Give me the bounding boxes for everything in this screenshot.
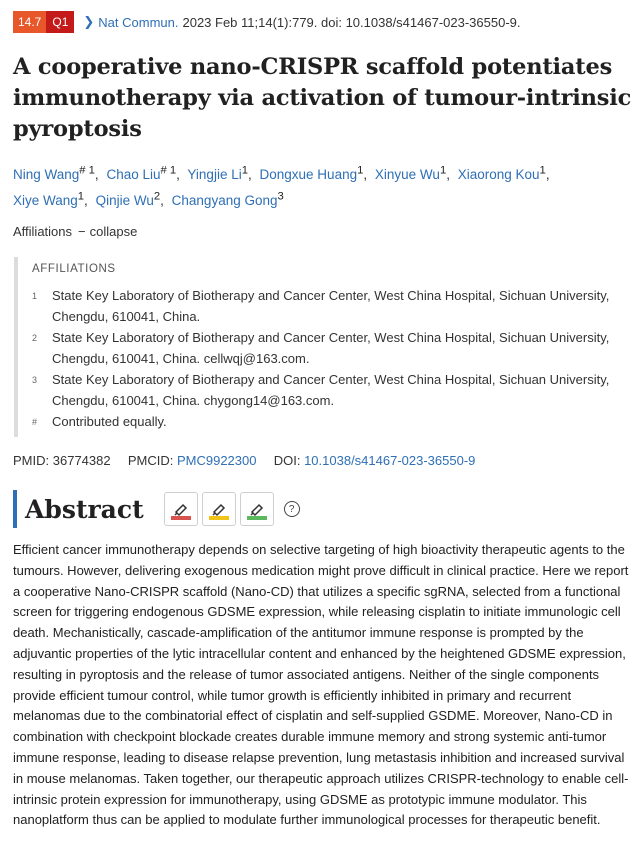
highlight-yellow-button[interactable] bbox=[202, 492, 236, 526]
affiliations-panel bbox=[14, 257, 635, 437]
journal-link[interactable]: Nat Commun. bbox=[98, 14, 179, 30]
author-sup: 1 bbox=[357, 164, 364, 176]
author-item: Yingjie Li$^1$, bbox=[187, 164, 252, 182]
author-link[interactable]: Qinjie Wu bbox=[95, 193, 154, 208]
citation-text: 2023 Feb 11;14(1):779. doi: 10.1038/s41467-023-36550-9. bbox=[182, 14, 521, 30]
author-sup: 3 bbox=[277, 190, 284, 203]
pmid-value: 36774382 bbox=[52, 453, 111, 468]
author-link[interactable]: Changyang Gong bbox=[171, 193, 278, 208]
help-icon[interactable]: ? bbox=[284, 501, 300, 517]
affiliation-text: State Key Laboratory of Biotherapy and Cancer Center, West China Hospital, Sichuan University, Chengdu, 610041, China. bbox=[52, 288, 610, 324]
author-item: Xiye Wang$^1$, bbox=[13, 190, 88, 208]
affiliation-number: 3 bbox=[32, 375, 38, 385]
author-item: Xiaorong Kou$^1$, bbox=[457, 164, 550, 182]
affiliations-toggle-action: collapse bbox=[89, 224, 138, 239]
affiliation-item bbox=[32, 369, 635, 411]
citation-line bbox=[13, 10, 635, 34]
pmcid-label: PMCID: bbox=[127, 453, 174, 468]
author-link[interactable]: Dongxue Huang bbox=[259, 166, 358, 182]
author-link[interactable]: Yingjie Li bbox=[187, 166, 242, 182]
author-item: Ning Wang$^{\# 1}$, bbox=[13, 164, 99, 182]
doi-link[interactable]: 10.1038/s41467-023-36550-9 bbox=[304, 453, 476, 468]
affiliation-item bbox=[32, 411, 635, 433]
abstract-text: Efficient cancer immunotherapy depends on selective targeting of high bioactivity therapeutic agents to the tumours. However, delivering exogenous medication might prove difficult in clinical practice. Here we report a cooperative Nano-CRISPR scaffold (Nano-CD) that utilizes a specific sgRNA, selected from a functional screen for triggering endogenous GDSME expression, while releasing cisplatin to initiate immunologic cell death. Mechanistically, cascade-amplification of the antitumor immune response is prompted by the adjuvantic properties of the lytic intracellular content and enhanced by the heightened GDSME expression, resulting in pyroptosis and the release of tumor associated antigens. Neither of the single components provide efficient tumour control, while tumor growth is efficiently inhibited in primary and recurrent melanomas due to the combinatorial effect of cisplatin and self-supplied GSDME. Moreover, Nano-CD in combination with checkpoint blockade creates durable immune memory and strong systemic anti-tumor immune response, leading to disease relapse prevention, lung metastasis inhibition and increased survival in mouse melanomas. Taken together, our therapeutic approach utilizes CRISPR-technology to enable cell-intrinsic protein expression for immunotherapy, using GDSME as prototypic immune modulator. This nanoplatform thus can be applied to modulate further immunological processes for therapeutic benefit. bbox=[13, 542, 629, 828]
author-link[interactable]: Xinyue Wu bbox=[374, 166, 440, 182]
identifier-line bbox=[13, 453, 635, 468]
author-item: Qinjie Wu$^2$, bbox=[95, 190, 164, 208]
author-link[interactable]: Ning Wang bbox=[13, 166, 80, 182]
author-list bbox=[13, 159, 635, 212]
affiliation-item bbox=[32, 285, 635, 327]
abstract-heading: Abstract bbox=[25, 494, 144, 524]
affiliation-text: State Key Laboratory of Biotherapy and Cancer Center, West China Hospital, Sichuan University, Chengdu, 610041, China. chygong14@163.com. bbox=[52, 372, 610, 408]
article-title: A cooperative nano-CRISPR scaffold potentiates immunotherapy via activation of tumour-intrinsic pyroptosis bbox=[13, 54, 632, 142]
author-sup: # 1 bbox=[79, 164, 95, 176]
author-link[interactable]: Xiye Wang bbox=[13, 193, 78, 208]
affiliation-number: 2 bbox=[32, 333, 38, 343]
highlight-color-swatch bbox=[209, 516, 229, 520]
affiliations-heading: AFFILIATIONS bbox=[32, 263, 116, 275]
author-link[interactable]: Chao Liu bbox=[106, 166, 161, 182]
doi-label: DOI: bbox=[273, 453, 301, 468]
author-item: Chao Liu$^{\# 1}$, bbox=[106, 164, 180, 182]
author-item: Dongxue Huang$^1$, bbox=[259, 164, 368, 182]
pmid-label: PMID: bbox=[13, 453, 50, 468]
author-sup: 2 bbox=[153, 190, 161, 203]
author-item bbox=[171, 190, 284, 208]
author-link[interactable]: Xiaorong Kou bbox=[457, 166, 540, 182]
affiliations-toggle[interactable] bbox=[13, 222, 635, 242]
chevron-right-icon[interactable]: ❯ bbox=[83, 14, 95, 29]
highlight-red-button[interactable] bbox=[164, 492, 198, 526]
affiliations-toggle-label: Affiliations bbox=[13, 224, 73, 239]
affiliation-text: Contributed equally. bbox=[52, 414, 167, 429]
affiliation-text: State Key Laboratory of Biotherapy and Cancer Center, West China Hospital, Sichuan University, Chengdu, 610041, China. cellwqj@163.com. bbox=[52, 330, 610, 366]
pmcid-link[interactable]: PMC9922300 bbox=[176, 453, 257, 468]
section-accent-bar bbox=[13, 490, 17, 528]
minus-icon: − bbox=[78, 224, 86, 239]
highlight-color-swatch bbox=[171, 516, 191, 520]
author-sup: 1 bbox=[439, 164, 447, 176]
quartile-badge: Q1 bbox=[46, 11, 74, 33]
abstract-header bbox=[13, 490, 635, 528]
impact-factor-badge: 14.7 bbox=[13, 11, 46, 33]
author-item: Xinyue Wu$^1$, bbox=[374, 164, 450, 182]
author-sup: 1 bbox=[241, 164, 248, 176]
article-page bbox=[13, 10, 635, 844]
affiliation-item bbox=[32, 327, 635, 369]
author-sup: # 1 bbox=[160, 164, 177, 176]
affiliation-number: # bbox=[32, 417, 38, 427]
author-sup: 1 bbox=[539, 164, 546, 176]
affiliation-number: 1 bbox=[32, 291, 38, 301]
highlight-green-button[interactable] bbox=[240, 492, 274, 526]
author-sup: 1 bbox=[77, 190, 85, 203]
highlight-color-swatch bbox=[247, 516, 267, 520]
